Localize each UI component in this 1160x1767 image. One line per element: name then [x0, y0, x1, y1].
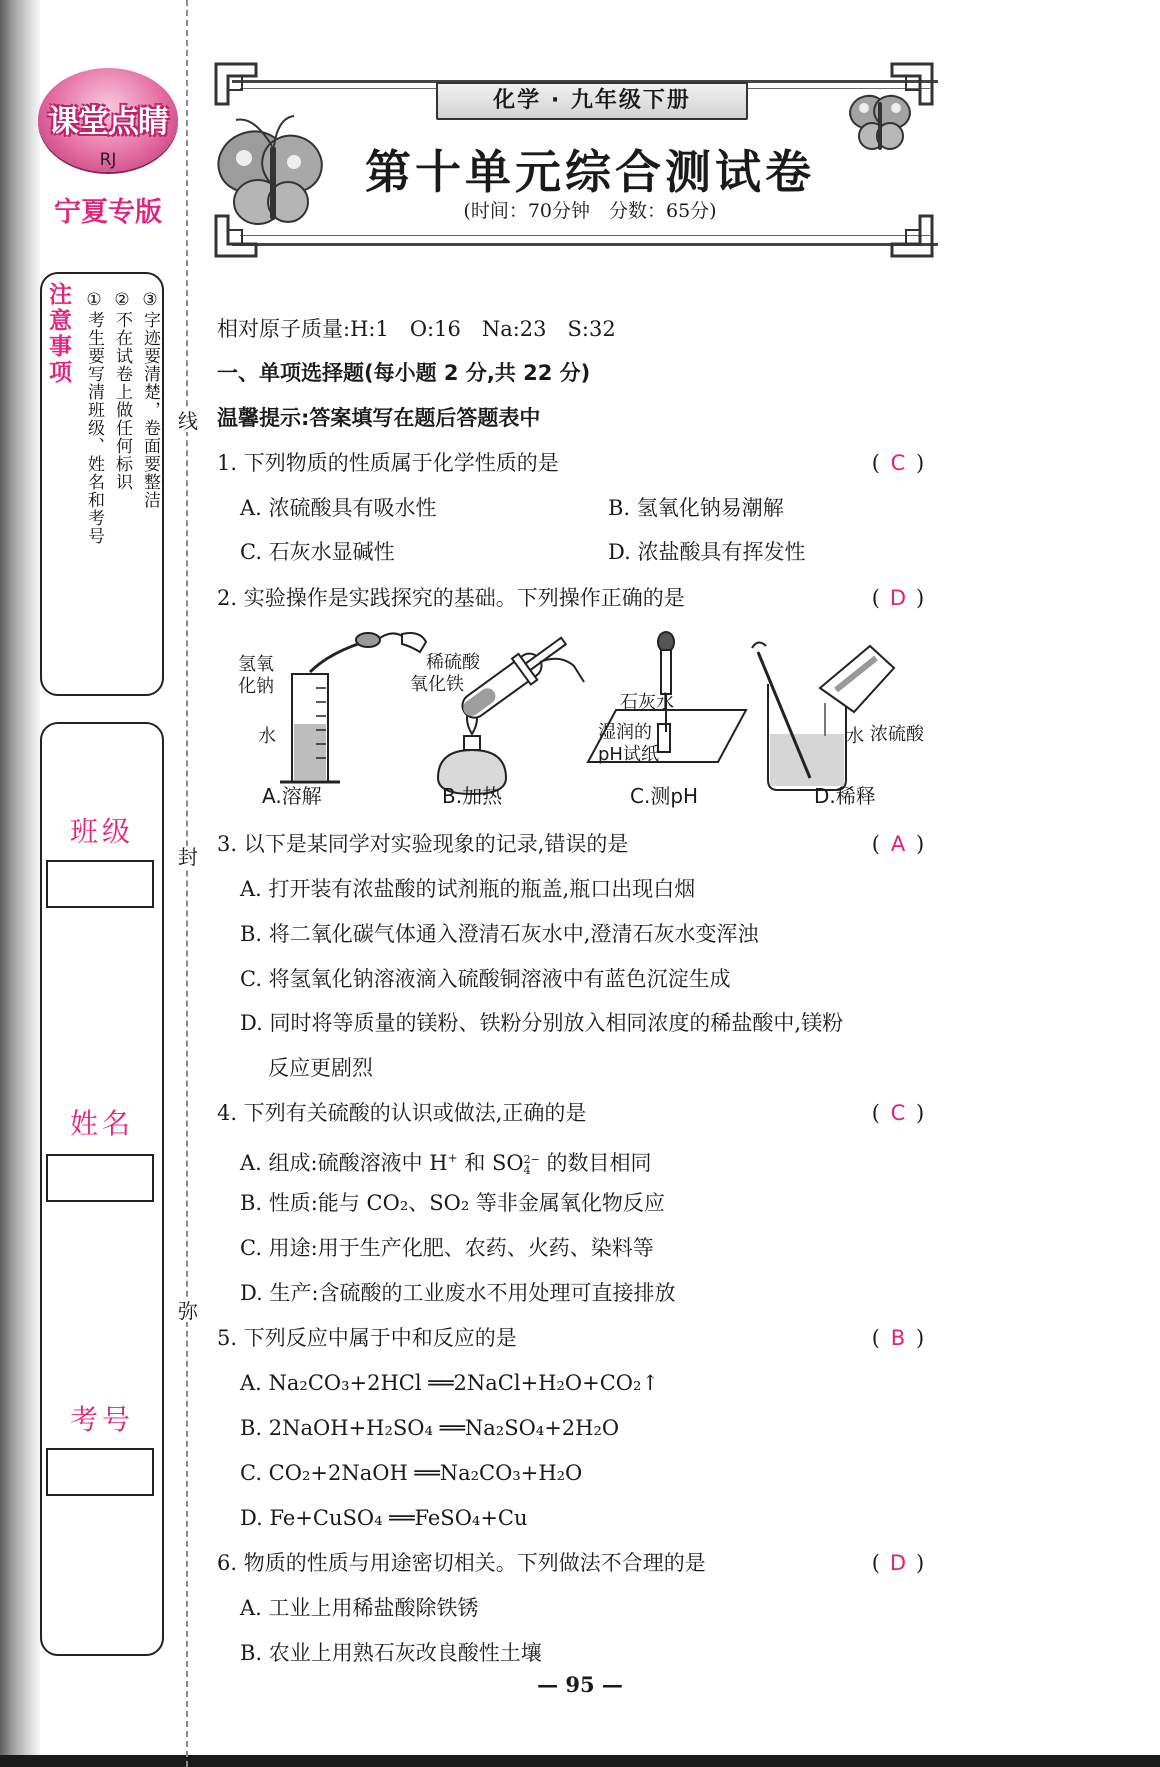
notice-item: ①考生要写清班级、姓名和考号	[84, 290, 104, 545]
question-3-stem: 3. 以下是某同学对实验现象的记录,错误的是	[217, 832, 629, 856]
q4a-mid: 和 SO	[457, 1151, 524, 1175]
figure-a-label-2: 化钠	[238, 676, 274, 697]
butterfly-right-icon	[848, 80, 912, 162]
question-3-option-d-cont: 反应更剧烈	[268, 1056, 373, 1080]
question-5-option-b: B. 2NaOH+H₂SO₄ ══Na₂SO₄+2H₂O	[240, 1416, 620, 1440]
question-1-option-c: C. 石灰水显碱性	[240, 540, 395, 564]
question-6-option-b: B. 农业上用熟石灰改良酸性土壤	[240, 1641, 542, 1665]
cut-word-2: 封	[178, 845, 198, 869]
question-5-option-a: A. Na₂CO₃+2HCl ══2NaCl+H₂O+CO₂↑	[240, 1371, 660, 1395]
question-4-option-d: D. 生产:含硫酸的工业废水不用处理可直接排放	[240, 1281, 676, 1305]
figure-c-label-3: pH试纸	[598, 744, 659, 765]
figure-d-label-1: 水	[846, 726, 864, 747]
figure-panel-b: B.加热	[442, 784, 503, 808]
question-3-option-d: D. 同时将等质量的镁粉、铁粉分别放入相同浓度的稀盐酸中,镁粉	[240, 1011, 844, 1035]
question-2-answer: D	[889, 586, 907, 610]
figure-d-label-2: 浓硫酸	[870, 724, 924, 745]
notice-text	[44, 282, 72, 682]
question-1-answer: C	[890, 451, 906, 475]
question-2-stem: 2. 实验操作是实践探究的基础。下列操作正确的是	[217, 586, 685, 610]
atomic-mass-line: 相对原子质量:H:1 O:16 Na:23 S:32	[217, 317, 616, 341]
question-1-stem: 1. 下列物质的性质属于化学性质的是	[217, 451, 559, 475]
question-6-option-a: A. 工业上用稀盐酸除铁锈	[240, 1596, 479, 1620]
question-5-option-d: D. Fe+CuSO₄ ══FeSO₄+Cu	[240, 1506, 528, 1530]
page-number: — 95 —	[537, 1672, 623, 1697]
figure-panel-a: A.溶解	[262, 784, 322, 808]
question-3-option-a: A. 打开装有浓盐酸的试剂瓶的瓶盖,瓶口出现白烟	[240, 877, 696, 901]
question-4-option-b: B. 性质:能与 CO₂、SO₂ 等非金属氧化物反应	[240, 1191, 665, 1215]
cut-word-3: 弥	[178, 1299, 198, 1323]
question-2-answer-box: ( D )	[871, 586, 925, 610]
q4a-plus: +	[447, 1151, 458, 1165]
notice-item: ②不在试卷上做任何标识	[112, 290, 132, 491]
subject-label: 化学 · 九年级下册	[436, 82, 748, 120]
exam-number-field[interactable]	[46, 1448, 154, 1496]
cut-word-1: 线	[178, 409, 198, 433]
question-6-answer-box: ( D )	[871, 1551, 925, 1575]
name-field[interactable]	[46, 1154, 154, 1202]
lab-operations-figure	[240, 628, 930, 810]
question-3-answer: A	[890, 832, 906, 856]
question-5-answer: B	[890, 1326, 906, 1350]
exam-title: 第十单元综合测试卷	[365, 145, 815, 199]
logo-subtext: RJ	[99, 150, 117, 170]
q4a-sup: 2−	[523, 1152, 540, 1166]
logo-text: 课堂点睛	[48, 104, 168, 140]
section-heading: 一、单项选择题(每小题 2 分,共 22 分)	[217, 361, 591, 385]
question-5-answer-box: ( B )	[871, 1326, 925, 1350]
notice-item: ③字迹要清楚，卷面要整洁	[140, 290, 160, 509]
figure-b-label-2: 氧化铁	[410, 674, 464, 695]
question-4-stem: 4. 下列有关硫酸的认识或做法,正确的是	[217, 1101, 587, 1125]
class-label: 班级	[69, 815, 134, 848]
question-4-answer-box: ( C )	[871, 1101, 925, 1125]
figure-panel-c: C.测pH	[630, 784, 699, 808]
seal-cut-line	[186, 0, 188, 1767]
question-3-answer-box: ( A )	[871, 832, 925, 856]
q4a-suffix: 的数目相同	[539, 1151, 652, 1175]
question-1-answer-box: ( C )	[871, 451, 925, 475]
tip-line: 温馨提示:答案填写在题后答题表中	[217, 406, 541, 430]
name-label: 姓名	[69, 1107, 134, 1140]
q4a-sub: 4	[523, 1163, 531, 1177]
notice-items	[80, 290, 164, 640]
figure-c-label-1: 石灰水	[620, 692, 674, 713]
class-field[interactable]	[46, 860, 154, 908]
exam-subtitle: (时间：70分钟 分数：65分)	[463, 200, 717, 222]
question-6-answer: D	[889, 1551, 907, 1575]
page-spine-shadow	[0, 0, 40, 1767]
figure-b-label-1: 稀硫酸	[426, 652, 480, 673]
question-5-option-c: C. CO₂+2NaOH ══Na₂CO₃+H₂O	[240, 1461, 583, 1485]
figure-a-label-3: 水	[258, 726, 276, 747]
notice-title: 注意事项	[45, 282, 71, 386]
question-1-option-a: A. 浓硫酸具有吸水性	[240, 496, 437, 520]
question-3-option-b: B. 将二氧化碳气体通入澄清石灰水中,澄清石灰水变浑浊	[240, 922, 759, 946]
q4a-prefix: A. 组成:硫酸溶液中 H	[240, 1151, 448, 1175]
question-4-answer: C	[890, 1101, 906, 1125]
question-1-option-b: B. 氢氧化钠易潮解	[608, 496, 784, 520]
butterfly-left-icon	[214, 106, 324, 236]
question-4-option-c: C. 用途:用于生产化肥、农药、火药、染料等	[240, 1236, 654, 1260]
bottom-edge	[0, 1755, 1160, 1767]
figure-a-label-1: 氢氧	[238, 654, 274, 675]
question-3-option-c: C. 将氢氧化钠溶液滴入硫酸铜溶液中有蓝色沉淀生成	[240, 967, 731, 991]
question-4-option-a	[240, 1144, 652, 1177]
question-6-stem: 6. 物质的性质与用途密切相关。下列做法不合理的是	[217, 1551, 706, 1575]
question-5-stem: 5. 下列反应中属于中和反应的是	[217, 1326, 517, 1350]
figure-panel-d: D.稀释	[814, 784, 876, 808]
edition-label: 宁夏专版	[54, 197, 162, 228]
figure-c-label-2: 湿润的	[598, 722, 652, 743]
question-1-option-d: D. 浓盐酸具有挥发性	[608, 540, 806, 564]
exam-number-label: 考号	[69, 1403, 134, 1436]
